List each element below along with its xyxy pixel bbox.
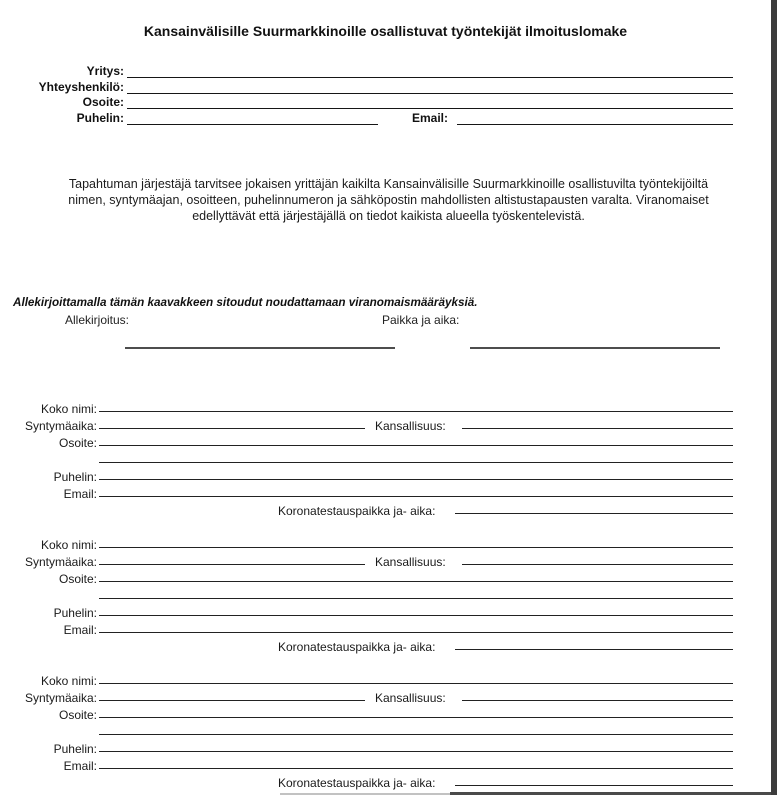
- koko-nimi-label: Koko nimi:: [40, 674, 97, 688]
- puhelin-input-line[interactable]: [127, 124, 378, 125]
- korona-label: Koronatestauspaikka ja- aika:: [278, 640, 436, 654]
- puhelin-label: Puhelin:: [53, 742, 97, 756]
- syntymaaika-input-line[interactable]: [99, 564, 365, 565]
- osoite-extra-input-line[interactable]: [99, 598, 733, 599]
- email-input-line[interactable]: [99, 496, 733, 497]
- intro-line-2: nimen, syntymäajan, osoitteen, puhelinnumeron ja sähköpostin mahdollisten altistustapausten varalta. Viranomaiset: [68, 193, 709, 207]
- allekirjoitus-signature-line[interactable]: [125, 347, 395, 349]
- koko-nimi-input-line[interactable]: [99, 683, 733, 684]
- koko-nimi-label: Koko nimi:: [40, 402, 97, 416]
- email-label: Email:: [63, 487, 97, 501]
- korona-label: Koronatestauspaikka ja- aika:: [278, 504, 436, 518]
- koko-nimi-input-line[interactable]: [99, 411, 733, 412]
- puhelin-input-line[interactable]: [99, 615, 733, 616]
- syntymaaika-input-line[interactable]: [99, 700, 365, 701]
- osoite-input-line[interactable]: [99, 581, 733, 582]
- email-label: Email:: [63, 759, 97, 773]
- puhelin-input-line[interactable]: [99, 751, 733, 752]
- kansallisuus-label: Kansallisuus:: [375, 419, 446, 433]
- osoite-label: Osoite:: [58, 436, 97, 450]
- worker-entry-block-1: [0, 402, 777, 520]
- osoite-label: Osoite:: [58, 708, 97, 722]
- osoite-extra-input-line[interactable]: [99, 734, 733, 735]
- yritys-input-line[interactable]: [127, 77, 733, 78]
- yhteyshenkilo-input-line[interactable]: [127, 93, 733, 94]
- puhelin-label: Puhelin:: [53, 470, 97, 484]
- koko-nimi-label: Koko nimi:: [40, 538, 97, 552]
- kansallisuus-label: Kansallisuus:: [375, 691, 446, 705]
- agreement-statement: Allekirjoittamalla tämän kaavakkeen sitoudut noudattamaan viranomaismääräyksiä.: [13, 296, 478, 309]
- syntymaaika-label: Syntymäaika:: [24, 691, 97, 705]
- syntymaaika-input-line[interactable]: [99, 428, 365, 429]
- intro-paragraph: [14, 176, 763, 224]
- korona-input-line[interactable]: [455, 649, 733, 650]
- intro-line-3: edellyttävät että järjestäjällä on tiedot kaikista alueella työskentelevistä.: [192, 209, 585, 223]
- osoite-input-line[interactable]: [127, 108, 733, 109]
- kansallisuus-input-line[interactable]: [462, 428, 733, 429]
- puhelin-input-line[interactable]: [99, 479, 733, 480]
- kansallisuus-input-line[interactable]: [462, 564, 733, 565]
- paikka-ja-aika-label: Paikka ja aika:: [382, 313, 460, 327]
- osoite-input-line[interactable]: [99, 445, 733, 446]
- kansallisuus-label: Kansallisuus:: [375, 555, 446, 569]
- email-input-line[interactable]: [457, 124, 733, 125]
- osoite-input-line[interactable]: [99, 717, 733, 718]
- korona-input-line[interactable]: [455, 513, 733, 514]
- email-label: Email:: [412, 111, 449, 125]
- allekirjoitus-label: Allekirjoitus:: [65, 313, 130, 327]
- syntymaaika-label: Syntymäaika:: [24, 419, 97, 433]
- paikka-ja-aika-signature-line[interactable]: [470, 347, 720, 349]
- worker-entry-block-3: [0, 674, 777, 792]
- korona-input-line[interactable]: [455, 785, 733, 786]
- kansallisuus-input-line[interactable]: [462, 700, 733, 701]
- email-input-line[interactable]: [99, 768, 733, 769]
- intro-line-1: Tapahtuman järjestäjä tarvitsee jokaisen yrittäjän kaikilta Kansainvälisille Suurmarkkinoille osallistuvilta työntekijöiltä: [68, 177, 709, 191]
- puhelin-label: Puhelin:: [76, 111, 124, 125]
- puhelin-label: Puhelin:: [53, 606, 97, 620]
- osoite-label: Osoite:: [82, 95, 124, 109]
- osoite-label: Osoite:: [58, 572, 97, 586]
- osoite-extra-input-line[interactable]: [99, 462, 733, 463]
- yhteyshenkilo-label: Yhteyshenkilö:: [38, 80, 124, 94]
- email-input-line[interactable]: [99, 632, 733, 633]
- email-label: Email:: [63, 623, 97, 637]
- page-title: Kansainvälisille Suurmarkkinoille osallistuvat työntekijät ilmoituslomake: [143, 23, 628, 39]
- syntymaaika-label: Syntymäaika:: [24, 555, 97, 569]
- koko-nimi-input-line[interactable]: [99, 547, 733, 548]
- yritys-label: Yritys:: [86, 64, 124, 78]
- korona-label: Koronatestauspaikka ja- aika:: [278, 776, 436, 790]
- worker-entry-block-2: [0, 538, 777, 656]
